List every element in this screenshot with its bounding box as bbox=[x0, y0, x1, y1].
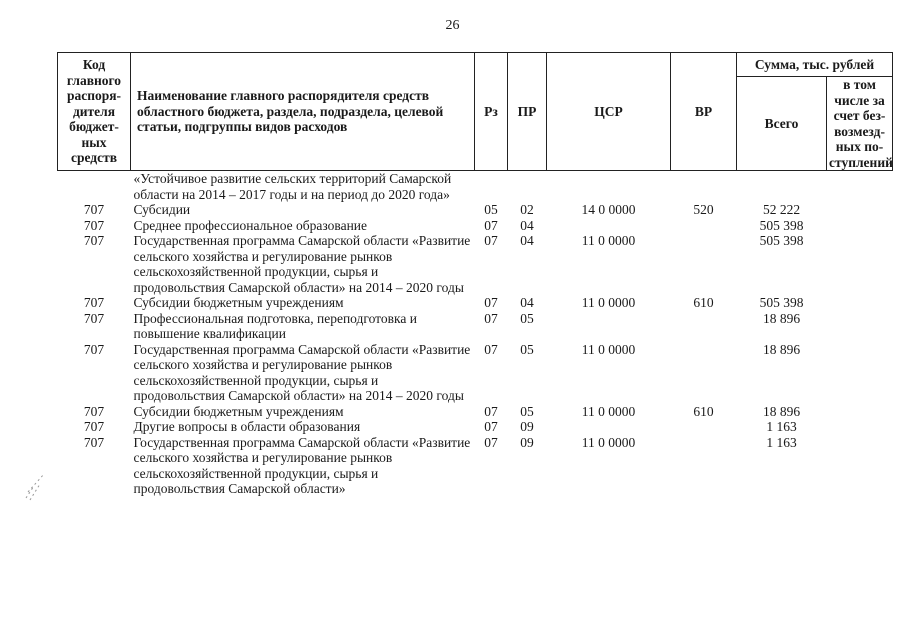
row-vr bbox=[671, 171, 737, 203]
row-vr bbox=[671, 419, 737, 435]
table-row bbox=[58, 311, 893, 342]
row-total: 18 896 bbox=[762, 341, 801, 357]
row-code: 707 bbox=[83, 217, 105, 233]
row-name: Государственная программа Самарской области «Развитие сельского хозяйства и регулирование рынков сельскохозяйственной продукции, сырья и продовольствия Самарской области» на 2014 – 2020 годы bbox=[133, 341, 471, 403]
row-csr bbox=[547, 171, 671, 203]
row-incl-free bbox=[827, 342, 893, 404]
table-row bbox=[58, 404, 893, 420]
row-vr bbox=[671, 218, 737, 234]
row-rz: 07 bbox=[484, 341, 498, 357]
header-rz: Рз bbox=[475, 53, 508, 171]
row-code bbox=[58, 171, 131, 203]
row-name: Профессиональная подготовка, переподготовка и повышение квалификации bbox=[133, 310, 417, 341]
header-code: Код главного распоря-дителя бюджет-ных средств bbox=[58, 53, 131, 171]
table-row bbox=[58, 202, 893, 218]
row-name: Среднее профессиональное образование bbox=[133, 217, 368, 233]
page-number: 26 bbox=[445, 18, 460, 33]
row-csr: 14 0 0000 bbox=[581, 202, 636, 217]
row-code: 707 bbox=[83, 434, 105, 450]
row-vr bbox=[671, 435, 737, 497]
row-name: Субсидии бюджетным учреждениям bbox=[133, 403, 344, 419]
table-row bbox=[58, 295, 893, 311]
row-incl-free bbox=[827, 404, 893, 420]
table-row bbox=[58, 435, 893, 497]
row-incl-free bbox=[827, 233, 893, 295]
row-code: 707 bbox=[83, 341, 105, 357]
row-csr bbox=[547, 218, 671, 234]
row-name: «Устойчивое развитие сельских территорий Самарской области на 2014 – 2017 годы и на период до 2020 года» bbox=[133, 171, 452, 202]
row-vr bbox=[671, 233, 737, 295]
row-csr: 11 0 0000 bbox=[581, 233, 636, 248]
row-pr: 09 bbox=[520, 419, 534, 434]
header-name: Наименование главного распорядителя средств областного бюджета, раздела, подраздела, целевой статьи, подгруппы видов расходов bbox=[131, 53, 475, 171]
row-csr bbox=[547, 419, 671, 435]
row-total: 505 398 bbox=[759, 295, 804, 310]
row-pr bbox=[508, 171, 547, 203]
row-total: 18 896 bbox=[762, 403, 801, 419]
row-name: Государственная программа Самарской области «Развитие сельского хозяйства и регулирование рынков сельскохозяйственной продукции, сырья и продовольствия Самарской области» на 2014 – 2020 годы bbox=[133, 233, 471, 295]
row-incl-free bbox=[827, 295, 893, 311]
row-pr: 04 bbox=[520, 233, 534, 248]
row-vr: 520 bbox=[693, 202, 714, 217]
header-incl-free: в том числе за счет без-возмезд-ных по-ступлений bbox=[827, 77, 893, 171]
row-csr: 11 0 0000 bbox=[581, 295, 636, 310]
row-total: 52 222 bbox=[762, 202, 801, 217]
row-incl-free bbox=[827, 171, 893, 203]
row-rz: 07 bbox=[484, 233, 498, 248]
budget-table bbox=[57, 52, 893, 497]
row-rz: 07 bbox=[484, 434, 498, 450]
row-rz: 07 bbox=[484, 217, 498, 233]
row-pr: 04 bbox=[520, 295, 534, 310]
row-code: 707 bbox=[83, 310, 105, 326]
header-vr: ВР bbox=[671, 53, 737, 171]
row-csr: 11 0 0000 bbox=[581, 403, 636, 419]
row-pr: 05 bbox=[520, 310, 534, 326]
row-vr: 610 bbox=[693, 295, 714, 310]
row-vr bbox=[671, 311, 737, 342]
row-incl-free bbox=[827, 311, 893, 342]
row-incl-free bbox=[827, 202, 893, 218]
table-row bbox=[58, 419, 893, 435]
row-name: Государственная программа Самарской области «Развитие сельского хозяйства и регулирование рынков сельскохозяйственной продукции, сырья и продовольствия Самарской области» bbox=[133, 434, 471, 496]
header-pr: ПР bbox=[508, 53, 547, 171]
row-total: 1 163 bbox=[766, 434, 797, 450]
row-pr: 05 bbox=[520, 341, 534, 357]
row-incl-free bbox=[827, 419, 893, 435]
row-code: 707 bbox=[83, 419, 105, 434]
row-pr: 09 bbox=[520, 434, 534, 450]
row-rz: 05 bbox=[484, 202, 498, 217]
header-total: Всего bbox=[737, 77, 827, 171]
row-pr: 02 bbox=[520, 202, 534, 217]
row-pr: 05 bbox=[520, 403, 534, 419]
row-total: 18 896 bbox=[762, 310, 801, 326]
header-csr: ЦСР bbox=[547, 53, 671, 171]
table-row bbox=[58, 171, 893, 203]
row-csr bbox=[547, 311, 671, 342]
margin-mark bbox=[22, 462, 50, 502]
row-code: 707 bbox=[83, 202, 105, 217]
row-csr: 11 0 0000 bbox=[581, 434, 636, 450]
row-code: 707 bbox=[83, 295, 105, 310]
row-total: 1 163 bbox=[766, 419, 797, 434]
row-vr: 610 bbox=[693, 403, 714, 419]
row-rz: 07 bbox=[484, 295, 498, 310]
row-code: 707 bbox=[83, 403, 105, 419]
row-rz: 07 bbox=[484, 310, 498, 326]
row-csr: 11 0 0000 bbox=[581, 341, 636, 357]
row-vr bbox=[671, 342, 737, 404]
row-name: Другие вопросы в области образования bbox=[133, 419, 361, 434]
table-row bbox=[58, 342, 893, 404]
row-rz bbox=[475, 171, 508, 203]
row-total: 505 398 bbox=[759, 217, 804, 233]
row-total: 505 398 bbox=[759, 233, 804, 248]
table-row bbox=[58, 233, 893, 295]
row-rz: 07 bbox=[484, 419, 498, 434]
row-rz: 07 bbox=[484, 403, 498, 419]
row-name: Субсидии бюджетным учреждениям bbox=[133, 295, 344, 310]
row-total bbox=[737, 171, 827, 203]
row-code: 707 bbox=[83, 233, 105, 248]
row-incl-free bbox=[827, 435, 893, 497]
header-sum-group: Сумма, тыс. рублей bbox=[737, 53, 893, 77]
row-incl-free bbox=[827, 218, 893, 234]
table-row bbox=[58, 218, 893, 234]
row-pr: 04 bbox=[520, 217, 534, 233]
row-name: Субсидии bbox=[133, 202, 191, 217]
